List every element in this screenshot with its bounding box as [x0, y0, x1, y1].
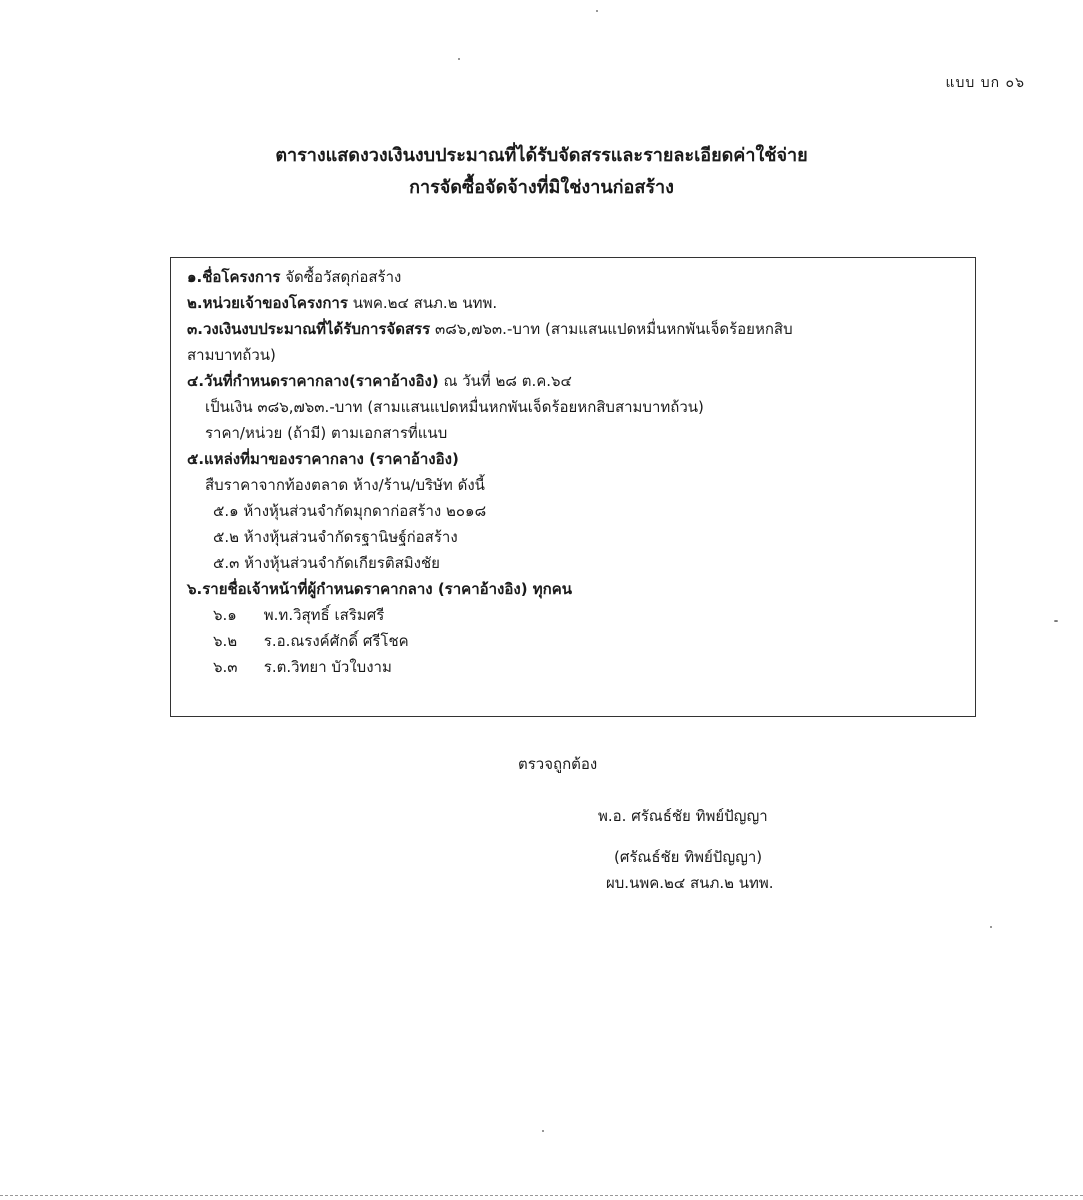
scan-speck — [458, 58, 460, 60]
owner-unit-value: นพค.๒๔ สนภ.๒ นทพ. — [352, 294, 498, 312]
budget-label: ๓.วงเงินงบประมาณที่ได้รับการจัดสรร — [187, 320, 431, 338]
official-name: พ.ท.วิสุทธิ์ เสริมศรี — [263, 606, 385, 624]
signer-printed-name: (ศรัณธ์ชัย ทิพย์ปัญญา) — [614, 848, 763, 866]
item-reference-date — [187, 368, 961, 394]
title-line-2: การจัดซื้อจัดจ้างที่มิใช่งานก่อสร้าง — [409, 177, 674, 198]
official-name: ร.ต.วิทยา บัวใบงาม — [263, 658, 392, 676]
officials-label: ๖.รายชื่อเจ้าหน้าที่ผู้กำหนดราคากลาง (ราคาอ้างอิง) ทุกคน — [187, 580, 573, 598]
scan-speck — [990, 926, 992, 928]
price-source-item: ๕.๑ ห้างหุ้นส่วนจำกัดมุกดาก่อสร้าง ๒๐๑๘ — [213, 502, 487, 520]
signer-position: ผบ.นพค.๒๔ สนภ.๒ นทพ. — [606, 874, 774, 892]
reference-date-value: ณ วันที่ ๒๘ ต.ค.๖๔ — [443, 372, 572, 390]
official-name: ร.อ.ณรงค์ศักดิ์ ศรีโชค — [263, 632, 409, 650]
official-number: ๖.๑ — [213, 606, 237, 624]
price-source-item: ๕.๒ ห้างหุ้นส่วนจำกัดรฐานิษฐ์ก่อสร้าง — [213, 528, 458, 546]
scan-speck — [542, 1130, 544, 1132]
reference-amount-line: เป็นเงิน ๓๘๖,๗๖๓.-บาท (สามแสนแปดหมื่นหกพันเจ็ดร้อยหกสิบสามบาทถ้วน) — [205, 398, 704, 416]
price-source-label: ๕.แหล่งที่มาของราคากลาง (ราคาอ้างอิง) — [187, 450, 459, 468]
item-budget — [187, 316, 961, 342]
verification-text: ตรวจถูกต้อง — [518, 755, 598, 773]
budget-value: ๓๘๖,๗๖๓.-บาท — [435, 320, 541, 338]
item-owner-unit — [187, 290, 961, 316]
official-entry — [187, 654, 961, 680]
document-title — [0, 140, 1083, 204]
form-code: แบบ บก ๐๖ — [945, 75, 1025, 91]
reference-date-label: ๔.วันที่กำหนดราคากลาง(ราคาอ้างอิง) — [187, 372, 439, 390]
unit-price-line: ราคา/หน่วย (ถ้ามี) ตามเอกสารที่แนบ — [205, 424, 448, 442]
title-line-1: ตารางแสดงวงเงินงบประมาณที่ได้รับจัดสรรและรายละเอียดค่าใช้จ่าย — [275, 145, 808, 166]
scan-speck — [596, 10, 598, 12]
project-name-value: จัดซื้อวัสดุก่อสร้าง — [285, 268, 402, 286]
official-number: ๖.๒ — [213, 632, 238, 650]
project-name-label: ๑.ชื่อโครงการ — [187, 268, 281, 286]
official-number: ๖.๓ — [213, 658, 238, 676]
price-source-item: ๕.๓ ห้างหุ้นส่วนจำกัดเกียรติสมิงชัย — [213, 554, 440, 572]
owner-unit-label: ๒.หน่วยเจ้าของโครงการ — [187, 294, 348, 312]
official-entry — [187, 602, 961, 628]
budget-words-continued: สามบาทถ้วน) — [187, 346, 276, 364]
budget-words: (สามแสนแปดหมื่นหกพันเจ็ดร้อยหกสิบ — [544, 320, 793, 338]
official-entry — [187, 628, 961, 654]
scan-speck — [1054, 620, 1058, 622]
details-box — [170, 257, 976, 717]
price-source-intro: สืบราคาจากท้องตลาด ห้าง/ร้าน/บริษัท ดังนี้ — [205, 476, 485, 494]
scan-edge-line — [0, 1195, 1083, 1196]
signature-line: พ.อ. ศรัณธ์ชัย ทิพย์ปัญญา — [598, 807, 768, 825]
item-project-name — [187, 264, 961, 290]
